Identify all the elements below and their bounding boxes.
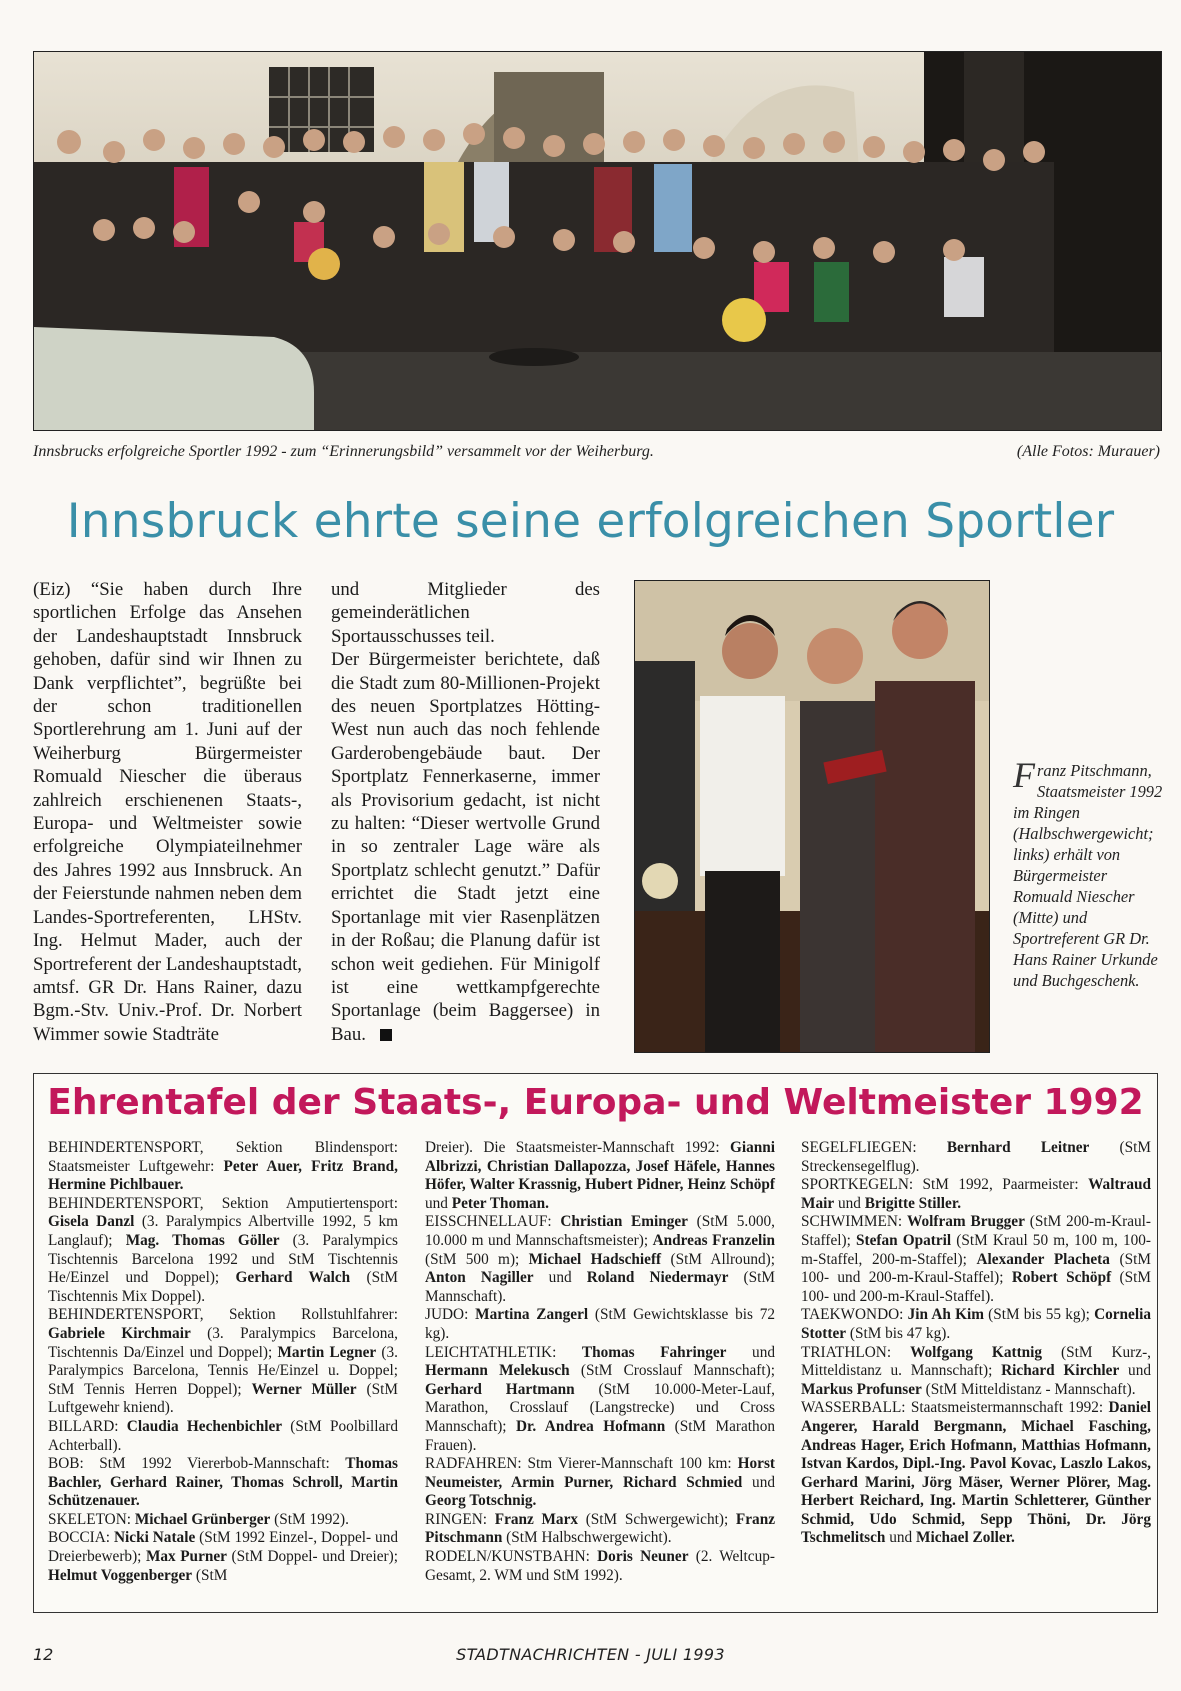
entry-text: und [834,1194,865,1212]
entry-text: BILLARD: [48,1417,127,1435]
entry-text: BEHINDERTENSPORT, Sektion Rollstuhlfahrer: [48,1306,398,1324]
athlete-name: Claudia Hechenbichler [126,1417,283,1435]
article-column-2 [331,578,600,1046]
entry-text: (3. Paralympics Barcelona, Tischtennis Da/Einzel und Doppel); [48,1324,398,1361]
athlete-name: Gerhard Hartmann [425,1380,575,1398]
article-paragraph: und Mitglieder des gemeinderätlichen Sportausschusses teil. [331,579,600,647]
entry-text: Dreier). Die Staatsmeister-Mannschaft 1992: [425,1139,730,1156]
group-photo [33,51,1162,431]
honor-roll-entry [801,1306,1151,1343]
page-number: 12 [33,1645,54,1664]
honor-roll-entry [801,1344,1151,1400]
entry-text: und [885,1529,917,1547]
honor-roll-entry [425,1548,775,1585]
entry-text: (StM 200-m-Kraul-Staffel); [801,1213,1152,1249]
entry-text: RADFAHREN: Stm Vierer-Mannschaft 100 km: [425,1455,738,1473]
entry-text: und [425,1194,452,1212]
athlete-name: Gerhard Walch [235,1269,351,1287]
entry-text: (StM 100- und 200-m-Kraul-Staffel); [801,1250,1151,1287]
entry-text: (StM Gewichtsklasse bis 72 kg). [425,1306,775,1342]
athlete-name: Georg Totschnig. [425,1492,537,1510]
entry-text: (3. Paralympics Albertville 1992, 5 km Langlauf); [48,1213,399,1249]
entry-text: (StM Halbschwergewicht). [502,1529,672,1547]
athlete-name: Bernhard Leitner [946,1139,1090,1156]
athlete-name: Gianni Albrizzi, Christian Dallapozza, Josef Häfele, Hannes Höfer, Walter Krassnig, Hubert Pidner, Heinz Schöpf [425,1139,775,1194]
athlete-name: Doris Neuner [597,1548,689,1566]
entry-text: TAEKWONDO: [801,1306,908,1324]
honor-roll-entry [48,1529,398,1585]
entry-text: BOCCIA: [48,1529,114,1547]
honor-roll-entry [48,1139,398,1195]
athlete-name: Horst Neumeister, Armin Purner, Richard Schmied [425,1455,775,1491]
honor-roll-entry [801,1399,1151,1548]
honor-roll-entry [48,1511,398,1530]
entry-text: (StM Doppel- und Dreier); [226,1548,398,1566]
athlete-name: Thomas Fahringer [581,1343,727,1361]
athlete-name: Christian Eminger [560,1213,688,1231]
entry-text: (3. Paralympics Tischtennis Barcelona 1992 und StM Tischtennis He/Einzel und Doppel); [48,1231,398,1287]
athlete-name: Hermann Melekusch [425,1362,570,1380]
entry-text: WASSERBALL: Staatsmeistermannschaft 1992: [801,1399,1109,1417]
athlete-name: Daniel Angerer, Harald Bergmann, Michael Fasching, Andreas Hager, Erich Hofmann, Matthias Hofmann, Istvan Kardos, Dipl.-Ing. Pavol Kovac, Laszlo Lakos, Gerhard Marini, Jörg Mäser, Werner Plörer, Mag. Herbert Reichard, Ing. Martin Schletterer, Günther Schmid, Udo Schmid, Sepp Thöni, Dr. Jörg Tschmelitsch [801,1399,1151,1547]
entry-text: (StM Mitteldistanz - Mannschaft). [921,1380,1136,1398]
entry-text: (StM 1992 Einzel-, Doppel- und Dreierbewerb); [48,1529,399,1566]
athlete-name: Stefan Opatril [855,1231,952,1249]
side-caption-text: ranz Pitschmann, Staatsmeister 1992 im Ringen (Halbschwergewicht; links) erhält von Bürgermeister Romuald Niescher (Mitte) und Sportreferent GR Dr. Hans Rainer Urkunde und Buchgeschenk. [1013,761,1163,990]
entry-text: (StM Kurz-, Mitteldistanz u. Mannschaft); [801,1343,1151,1380]
entry-text: (3. Paralympics Barcelona, Tennis He/Einzel u. Doppel; StM Tennis Herren Doppel); [48,1343,398,1398]
entry-text: (StM Luftgewehr kniend). [48,1380,398,1417]
entry-text: (StM Tischtennis Mix Doppel). [48,1269,398,1305]
athlete-name: Wolfgang Kattnig [910,1343,1043,1361]
honor-roll-entry [425,1344,775,1456]
athlete-name: Max Purner [145,1548,227,1566]
entry-text: (StM [192,1566,228,1584]
honor-roll-entry [801,1139,1151,1176]
entry-text: (StM Poolbillard Achterball). [48,1417,398,1454]
entry-text: RODELN/KUNSTBAHN: [425,1548,598,1566]
entry-text: (StM Allround); [661,1250,775,1268]
entry-text: (StM Mannschaft). [425,1269,776,1305]
athlete-name: Waltraud Mair [801,1176,1151,1212]
entry-text: und [726,1343,775,1361]
entry-text: und [1119,1362,1151,1380]
entry-text: SPORTKEGELN: StM 1992, Paarmeister: [801,1176,1089,1194]
entry-text: (2. Weltcup-Gesamt, 2. WM und StM 1992). [425,1548,775,1584]
entry-text: (StM 1992). [270,1510,349,1528]
athlete-name: Andreas Franzelin [652,1231,775,1249]
athlete-name: Franz Pitschmann [425,1510,775,1547]
athlete-name: Jin Ah Kim [907,1306,984,1324]
entry-text: (StM 5.000, 10.000 m und Mannschaftsmeister); [425,1213,775,1249]
entry-text: TRIATHLON: [801,1343,911,1361]
entry-text: SKELETON: [48,1510,135,1528]
entry-text: SCHWIMMEN: [801,1213,907,1231]
athlete-name: Alexander Placheta [976,1250,1110,1268]
entry-text: SEGELFLIEGEN: [801,1139,947,1156]
athlete-name: Michael Zoller. [916,1529,1015,1547]
entry-text: und [742,1473,775,1491]
athlete-name: Peter Auer, Fritz Brand, Hermine Pichlbauer. [48,1157,398,1194]
photo-credit: (Alle Fotos: Murauer) [1016,443,1160,460]
entry-text: (StM Streckensegelflug). [801,1139,1152,1175]
athlete-name: Wolfram Brugger [907,1213,1025,1231]
athlete-name: Markus Profunser [801,1380,922,1398]
honor-roll-column-2 [425,1139,775,1585]
athlete-name: Helmut Voggenberger [48,1566,193,1584]
honor-roll-box [33,1073,1158,1613]
honor-roll-entry [48,1306,398,1418]
article-headline: Innsbruck ehrte seine erfolgreichen Sportler [66,494,1115,549]
honor-roll-column-1 [48,1139,398,1585]
article-paragraph: (Eiz) “Sie haben durch Ihre sportlichen Erfolge das Ansehen der Landeshauptstadt Innsbruck gehoben, dafür sind wir Ihnen zu Dank verpflichtet”, begrüßte bei der schon traditionellen Sportlerehrung am 1. Juni auf der Weiherburg Bürgermeister Romuald Niescher die überaus zahlreich erschienenen Staats-, Europa- und Weltmeister sowie erfolgreiche Olympiateilnehmer des Jahres 1992 aus Innsbruck. An der Feierstunde nahmen neben dem Landes-Sportreferenten, LHStv. Ing. Helmut Mader, auch der Sportreferent der Landeshauptstadt, amtsf. GR Dr. Hans Rainer, dazu Bgm.-Stv. Univ.-Prof. Dr. Norbert Wimmer sowie Stadträte [33,579,302,1045]
athlete-name: Nicki Natale [113,1529,196,1547]
athlete-name: Michael Hadschieff [528,1250,662,1268]
entry-text: JUDO: [425,1306,476,1324]
athlete-name: Werner Müller [251,1380,357,1398]
athlete-name: Martin Legner [277,1343,377,1361]
publication-footer: STADTNACHRICHTEN - JULI 1993 [456,1645,725,1664]
entry-text: und [533,1269,587,1287]
honor-roll-entry [48,1195,398,1307]
athlete-name: Brigitte Stiller. [864,1194,962,1212]
athlete-name: Franz Marx [494,1510,579,1528]
end-mark [380,1029,392,1041]
entry-text: BOB: StM 1992 Viererbob-Mannschaft: [48,1455,346,1473]
entry-text: (StM Kraul 50 m, 100 m, 100-m-Staffel, 200-m-Staffel); [801,1231,1152,1268]
entry-text: (StM bis 47 kg). [846,1324,951,1342]
entry-text: (StM 10.000-Meter-Lauf, Marathon, Crosslauf (Langstrecke) und Cross Mannschaft); [425,1380,775,1435]
entry-text: (StM Crosslauf Mannschaft); [569,1362,775,1380]
athlete-name: Dr. Andrea Hofmann [515,1417,666,1435]
article-paragraph: Der Bürgermeister berichtete, daß die Stadt zum 80-Millionen-Projekt des neuen Sportplatzes Hötting-West nun auch das noch fehlende Garderobengebäude baut. Der Sportplatz Fennerkaserne, immer als Provisorium gedacht, ist nicht zu halten: “Dieser wertvolle Grund in so zentraler Lage wäre als Sportplatz schlecht genutzt.” Dafür errichtet die Stadt jetzt eine Sportanlage mit vier Rasenplätzen in der Roßau; die Planung dafür ist schon weit gediehen. Für Minigolf ist eine wettkampfgerechte Sportanlage (beim Baggersee) in Bau. [331,649,600,1045]
entry-text: EISSCHNELLAUF: [425,1213,561,1231]
entry-text: LEICHTATHLETIK: [425,1343,582,1361]
athlete-name: Peter Thoman. [451,1194,549,1212]
entry-text: (StM 100- und 200-m-Kraul-Staffel). [801,1269,1151,1305]
honor-roll-entry [48,1455,398,1511]
entry-text: (StM Marathon Frauen). [425,1417,775,1454]
honor-roll-entry [425,1306,775,1343]
athlete-name: Cornelia Stotter [801,1306,1151,1342]
article-column-1 [33,578,302,1046]
entry-text: BEHINDERTENSPORT, Sektion Blindensport: Staatsmeister Luftgewehr: [48,1139,398,1175]
athlete-name: Mag. Thomas Göller [125,1231,280,1249]
athlete-name: Robert Schöpf [1011,1269,1112,1287]
athlete-name: Michael Grünberger [134,1510,271,1528]
entry-text: RINGEN: [425,1510,495,1528]
honor-roll-entry [425,1213,775,1306]
honor-roll-entry [425,1511,775,1548]
athlete-name: Richard Kirchler [1001,1362,1120,1380]
honor-roll-column-3 [801,1139,1151,1548]
athlete-name: Roland Niedermayr [586,1269,729,1287]
entry-text: (StM Schwergewicht); [578,1510,736,1528]
photo-caption: Innsbrucks erfolgreiche Sportler 1992 - zum “Erinnerungsbild” versammelt vor der Weiherburg. [33,443,654,460]
honor-roll-entry [801,1176,1151,1213]
entry-text: BEHINDERTENSPORT, Sektion Amputiertensport: [48,1194,398,1212]
athlete-name: Gabriele Kirchmair [48,1324,191,1342]
honor-roll-entry [801,1213,1151,1306]
athlete-name: Gisela Danzl [48,1213,135,1231]
athlete-name: Martina Zangerl [475,1306,589,1324]
honor-roll-entry [425,1455,775,1511]
honor-roll-entry [425,1139,775,1213]
drop-cap: F [1013,755,1035,795]
photo-side-caption [1013,755,1165,991]
athlete-name: Thomas Bachler, Gerhard Rainer, Thomas Schroll, Martin Schützenauer. [48,1455,398,1510]
entry-text: (StM 500 m); [425,1250,529,1268]
entry-text: (StM bis 55 kg); [983,1306,1095,1324]
award-photo [634,580,990,1053]
honor-roll-entry [48,1418,398,1455]
honor-roll-title: Ehrentafel der Staats-, Europa- und Weltmeister 1992 [47,1082,1144,1123]
athlete-name: Anton Nagiller [425,1269,534,1287]
